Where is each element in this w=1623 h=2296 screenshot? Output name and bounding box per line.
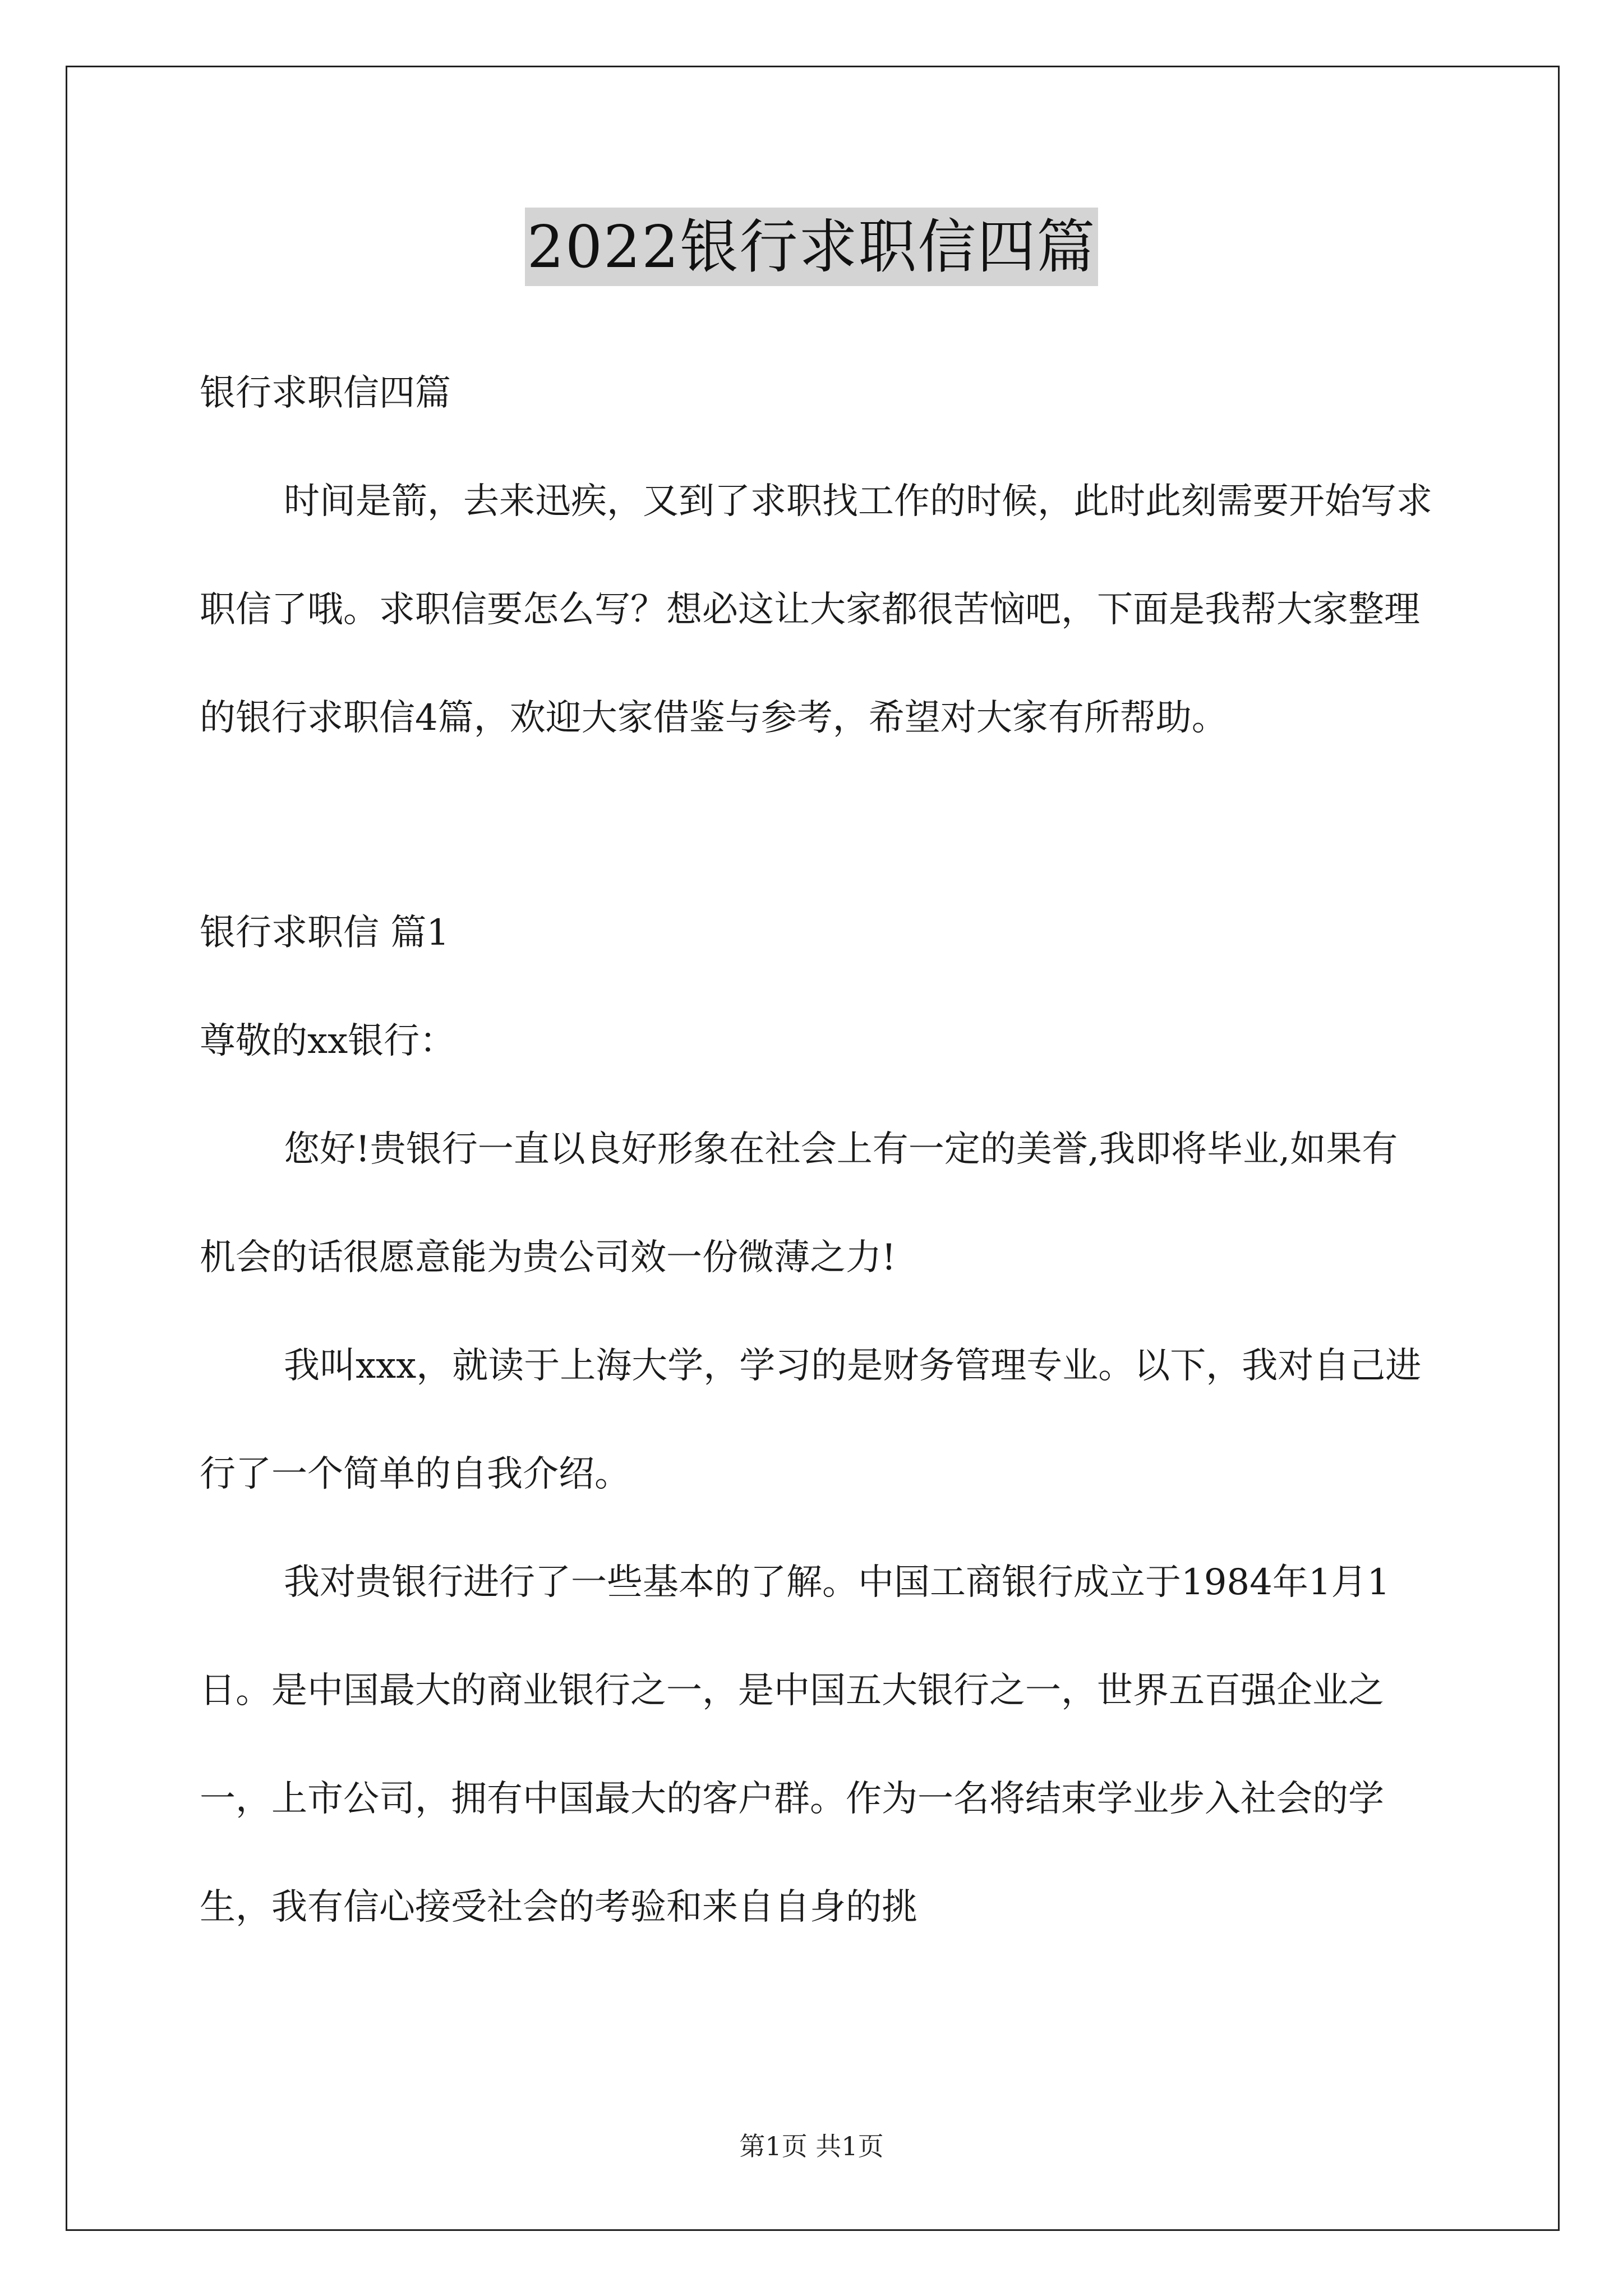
page-footer: 第1页 共1页 <box>739 2131 884 2161</box>
salutation: 尊敬的xx银行： <box>200 1020 456 1062</box>
section-title: 银行求职信 篇1 <box>200 912 450 954</box>
body-paragraph-2: 我叫xxx，就读于上海大学，学习的是财务管理专业。以下，我对自己进行了一个简单的自我介绍。 <box>200 1345 1422 1495</box>
intro-paragraph: 时间是箭，去来迅疾，又到了求职找工作的时候，此时此刻需要开始写求职信了哦。求职信要怎么写？想必这让大家都很苦恼吧，下面是我帮大家整理的银行求职信4篇，欢迎大家借鉴与参考，希望对大家有所帮助。 <box>200 481 1432 739</box>
document-title: 2022银行求职信四篇 <box>525 208 1099 286</box>
document-heading: 银行求职信四篇 <box>200 372 451 414</box>
document-body <box>200 339 1433 1962</box>
title-container <box>0 208 1623 286</box>
body-paragraph-1: 您好!贵银行一直以良好形象在社会上有一定的美誉,我即将毕业,如果有机会的话很愿意能为贵公司效一份微薄之力! <box>200 1129 1398 1278</box>
body-paragraph-3: 我对贵银行进行了一些基本的了解。中国工商银行成立于1984年1月1日。是中国最大的商业银行之一，是中国五大银行之一，世界五百强企业之一，上市公司，拥有中国最大的客户群。作为一名将结束学业步入社会的学生，我有信心接受社会的考验和来自自身的挑 <box>200 1562 1390 1928</box>
